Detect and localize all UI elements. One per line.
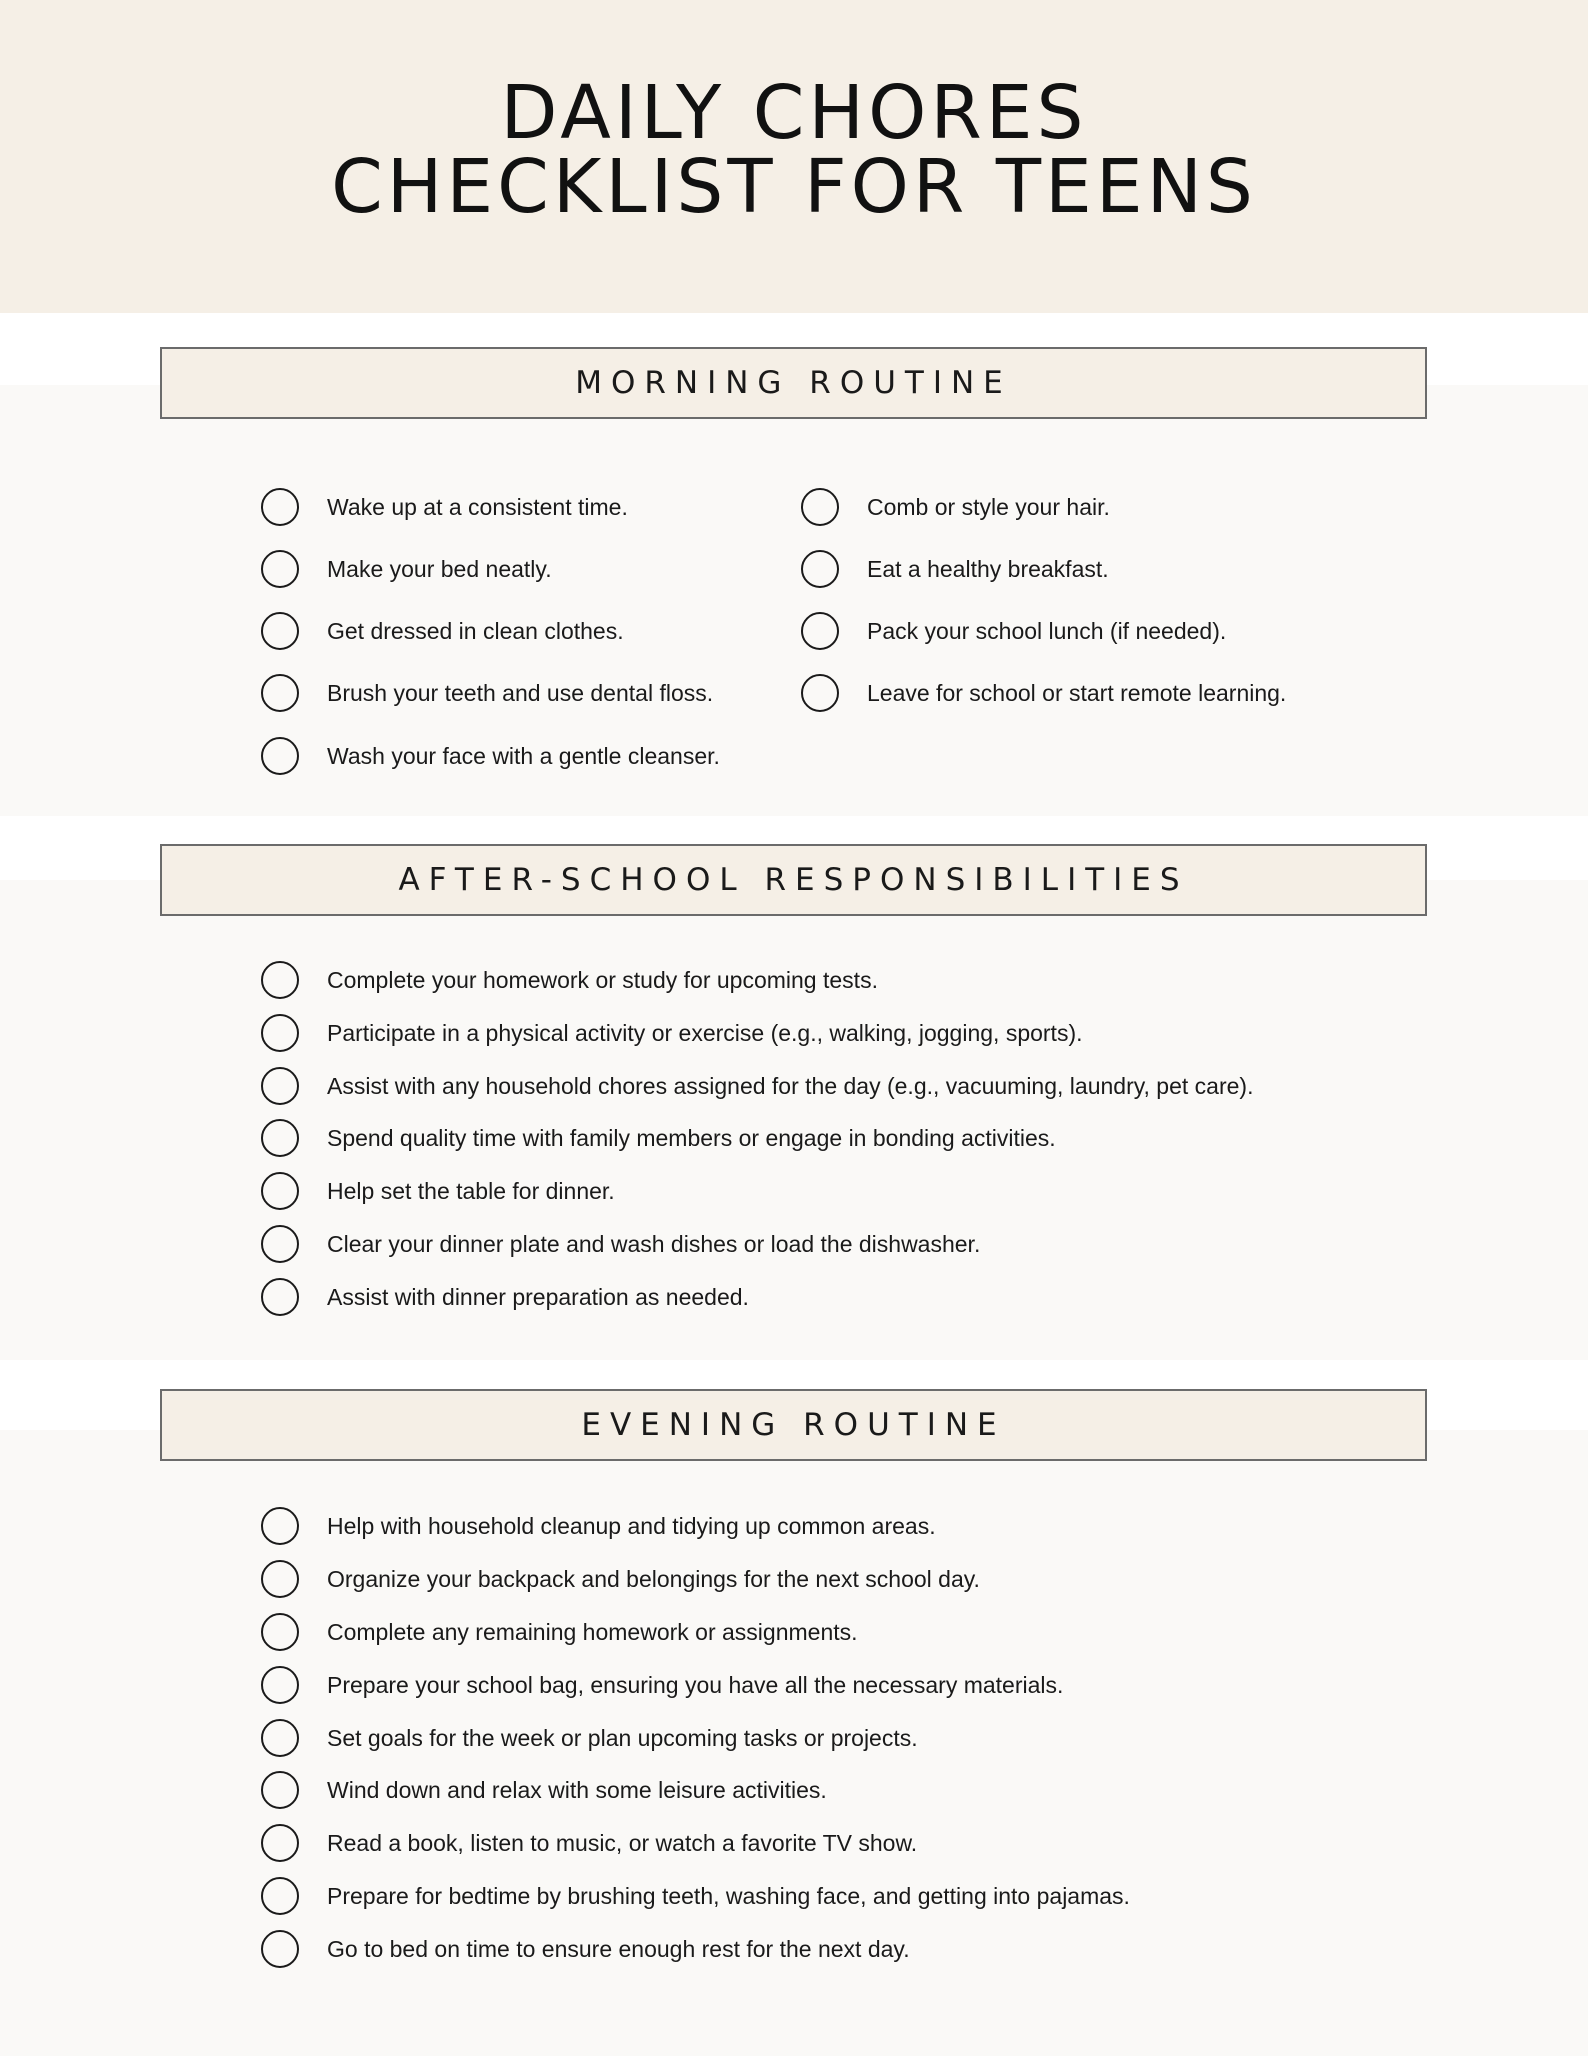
checklist-item[interactable] xyxy=(261,1663,1063,1707)
checkbox-circle[interactable] xyxy=(261,1877,299,1915)
checkbox-circle[interactable] xyxy=(261,1225,299,1263)
checkbox-circle[interactable] xyxy=(261,1067,299,1105)
checklist-item[interactable] xyxy=(261,671,713,715)
section-header-morning xyxy=(160,347,1427,419)
checkbox-circle[interactable] xyxy=(261,1666,299,1704)
checklist-item[interactable] xyxy=(261,1169,615,1213)
checkbox-circle[interactable] xyxy=(261,961,299,999)
checklist-item-label: Prepare for bedtime by brushing teeth, washing face, and getting into pajamas. xyxy=(327,1882,1130,1909)
checkbox-circle[interactable] xyxy=(261,1560,299,1598)
checklist-item-label: Complete your homework or study for upcoming tests. xyxy=(327,966,878,993)
checklist-item-label: Help set the table for dinner. xyxy=(327,1177,615,1204)
checkbox-circle[interactable] xyxy=(261,1824,299,1862)
checklist-item-label: Read a book, listen to music, or watch a favorite TV show. xyxy=(327,1829,918,1856)
checklist-item[interactable] xyxy=(261,1821,917,1865)
checklist-item-label: Organize your backpack and belongings for the next school day. xyxy=(327,1565,980,1592)
checklist-item-label: Participate in a physical activity or exercise (e.g., walking, jogging, sports). xyxy=(327,1019,1083,1046)
checkbox-circle[interactable] xyxy=(261,550,299,588)
checklist-item-label: Help with household cleanup and tidying up common areas. xyxy=(327,1512,936,1539)
page-title-line-2: CHECKLIST FOR TEENS xyxy=(331,144,1257,230)
checklist-item-label: Go to bed on time to ensure enough rest for the next day. xyxy=(327,1935,910,1962)
checkbox-circle[interactable] xyxy=(261,488,299,526)
checklist-item[interactable] xyxy=(801,671,1286,715)
checklist-item[interactable] xyxy=(261,609,624,653)
section-header-after-school xyxy=(160,844,1427,916)
checklist-item[interactable] xyxy=(261,485,628,529)
checklist-item-label: Set goals for the week or plan upcoming tasks or projects. xyxy=(327,1724,918,1751)
checklist-item[interactable] xyxy=(261,1116,1056,1160)
checklist-item[interactable] xyxy=(261,734,720,778)
checklist-item[interactable] xyxy=(261,1011,1083,1055)
checklist-item[interactable] xyxy=(261,1504,936,1548)
checkbox-circle[interactable] xyxy=(801,550,839,588)
page-title-line-1: DAILY CHORES xyxy=(500,70,1088,156)
checkbox-circle[interactable] xyxy=(261,1119,299,1157)
checklist-item-label: Leave for school or start remote learning. xyxy=(867,679,1287,706)
checkbox-circle[interactable] xyxy=(261,674,299,712)
checklist-item[interactable] xyxy=(261,1064,1253,1108)
checkbox-circle[interactable] xyxy=(261,1930,299,1968)
checklist-item-label: Comb or style your hair. xyxy=(867,493,1110,520)
page-title xyxy=(0,70,1588,230)
section-title: AFTER-SCHOOL RESPONSIBILITIES xyxy=(398,862,1189,898)
checklist-item[interactable] xyxy=(801,547,1109,591)
checklist-item-label: Brush your teeth and use dental floss. xyxy=(327,679,714,706)
checkbox-circle[interactable] xyxy=(801,488,839,526)
checklist-item-label: Complete any remaining homework or assignments. xyxy=(327,1618,858,1645)
checkbox-circle[interactable] xyxy=(261,1719,299,1757)
checklist-item-label: Prepare your school bag, ensuring you have all the necessary materials. xyxy=(327,1671,1064,1698)
checklist-item[interactable] xyxy=(261,1557,980,1601)
checklist-item-label: Wake up at a consistent time. xyxy=(327,493,628,520)
checkbox-circle[interactable] xyxy=(261,1613,299,1651)
checklist-item[interactable] xyxy=(261,1927,910,1971)
checkbox-circle[interactable] xyxy=(801,612,839,650)
checklist-item-label: Assist with any household chores assigned for the day (e.g., vacuuming, laundry, pet care). xyxy=(327,1072,1254,1099)
checklist-item-label: Assist with dinner preparation as needed. xyxy=(327,1283,749,1310)
checklist-item[interactable] xyxy=(261,547,552,591)
checklist-item[interactable] xyxy=(801,485,1110,529)
section-title: EVENING ROUTINE xyxy=(581,1407,1006,1443)
checklist-item[interactable] xyxy=(261,1222,980,1266)
checklist-item-label: Eat a healthy breakfast. xyxy=(867,555,1109,582)
checklist-item[interactable] xyxy=(801,609,1226,653)
checklist-item[interactable] xyxy=(261,1610,858,1654)
checkbox-circle[interactable] xyxy=(801,674,839,712)
checkbox-circle[interactable] xyxy=(261,1278,299,1316)
checklist-item-label: Wash your face with a gentle cleanser. xyxy=(327,742,720,769)
checklist-item-label: Wind down and relax with some leisure activities. xyxy=(327,1776,827,1803)
checklist-item-label: Get dressed in clean clothes. xyxy=(327,617,624,644)
checkbox-circle[interactable] xyxy=(261,612,299,650)
checklist-item-label: Make your bed neatly. xyxy=(327,555,552,582)
section-header-evening xyxy=(160,1389,1427,1461)
section-title: MORNING ROUTINE xyxy=(575,365,1012,401)
checklist-item[interactable] xyxy=(261,1768,827,1812)
checkbox-circle[interactable] xyxy=(261,1507,299,1545)
checklist-item-label: Clear your dinner plate and wash dishes or load the dishwasher. xyxy=(327,1230,981,1257)
checklist-item-label: Spend quality time with family members or engage in bonding activities. xyxy=(327,1124,1056,1151)
checklist-item[interactable] xyxy=(261,1874,1130,1918)
checklist-item[interactable] xyxy=(261,1275,749,1319)
checklist-item[interactable] xyxy=(261,1716,918,1760)
checklist-item-label: Pack your school lunch (if needed). xyxy=(867,617,1227,644)
checklist-item[interactable] xyxy=(261,958,878,1002)
checkbox-circle[interactable] xyxy=(261,1771,299,1809)
checkbox-circle[interactable] xyxy=(261,1014,299,1052)
checkbox-circle[interactable] xyxy=(261,1172,299,1210)
checkbox-circle[interactable] xyxy=(261,737,299,775)
